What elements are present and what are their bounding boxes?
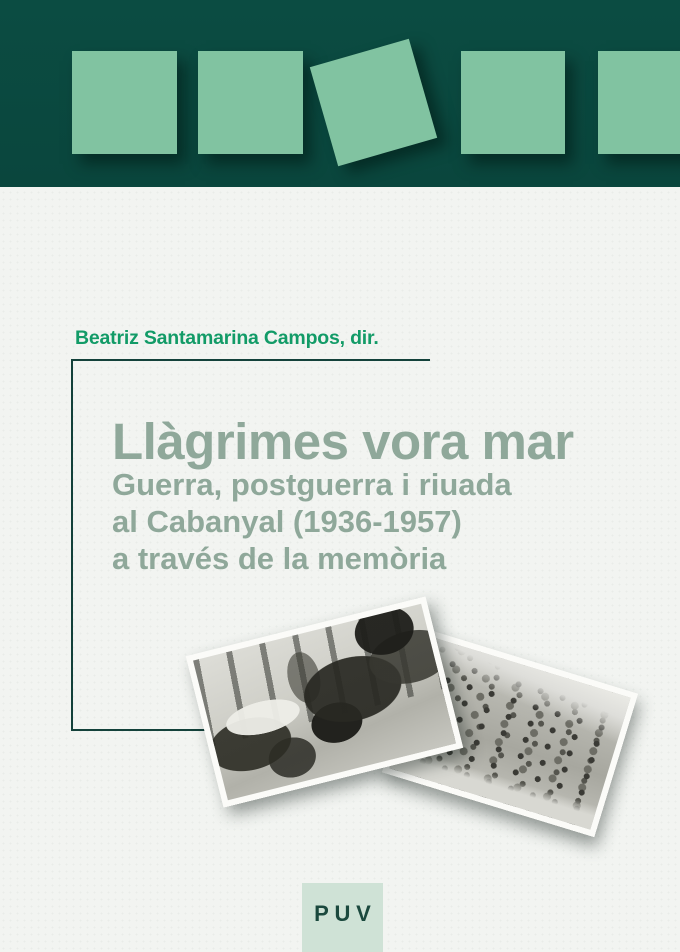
- top-banner: [0, 0, 680, 187]
- banner-square-5: [598, 51, 680, 154]
- publisher-logo-text: PUV: [314, 900, 377, 926]
- subtitle-line-3: a través de la memòria: [112, 541, 447, 576]
- book-subtitle: [112, 466, 512, 577]
- banner-square-3-rotated: [310, 39, 437, 166]
- publisher-logo-box: [302, 883, 383, 952]
- banner-square-4: [461, 51, 565, 154]
- banner-square-1: [72, 51, 177, 154]
- author-name: Beatriz Santamarina Campos, dir.: [75, 327, 379, 349]
- book-title: Llàgrimes vora mar: [112, 413, 574, 470]
- subtitle-line-1: Guerra, postguerra i riuada: [112, 467, 512, 502]
- banner-square-2: [198, 51, 303, 154]
- subtitle-line-2: al Cabanyal (1936-1957): [112, 504, 462, 539]
